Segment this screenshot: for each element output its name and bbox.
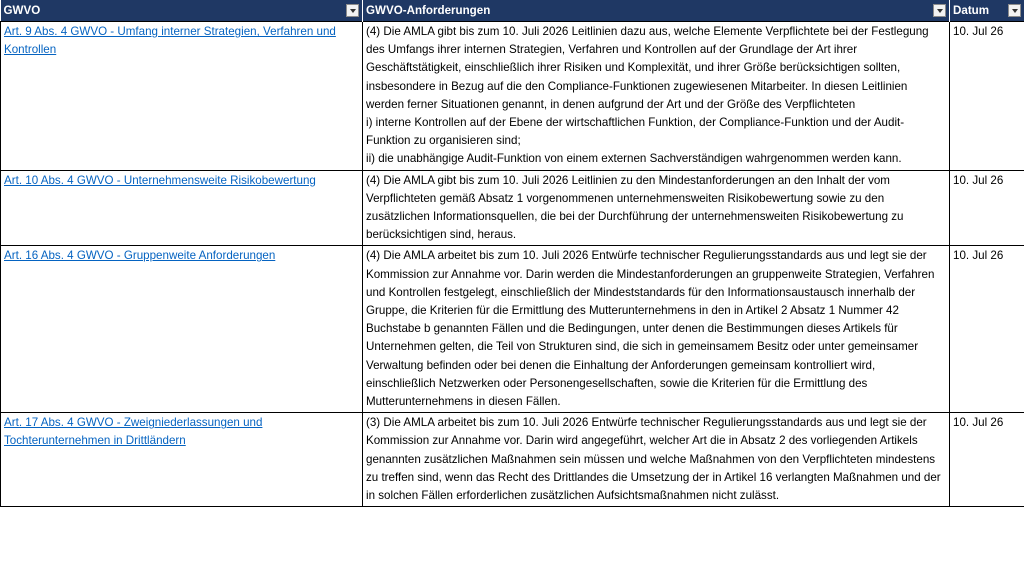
article-cell (1, 170, 363, 246)
column-header-anforderungen (363, 0, 950, 22)
filter-dropdown-icon[interactable] (346, 4, 359, 17)
article-cell (1, 22, 363, 171)
requirement-cell (363, 170, 950, 246)
column-header-datum (950, 0, 1024, 22)
table-row (1, 170, 1024, 246)
article-link[interactable]: Art. 16 Abs. 4 GWVO - Gruppenweite Anforderungen (4, 249, 276, 263)
article-cell (1, 413, 363, 507)
article-cell (1, 246, 363, 413)
requirement-text: (4) Die AMLA gibt bis zum 10. Juli 2026 Leitlinien dazu aus, welche Elemente Verpflichtete bei der Festlegung des Umfangs ihrer internen Strategien, Verfahren und Kontrollen auf der Grundlage der Art ihrer Geschäftstätigkeit, einschließlich ihrer Risiken und Komplexität, und ihrer Größe berücksichtigen sollten, insbesondere in Bezug auf die den Compliance-Funktionen zugewiesenen Mitarbeiter. In diesen Leitlinien werden ferner Situationen genannt, in denen aufgrund der Art und der Größe des Verpflichteten (366, 25, 929, 111)
header-row (1, 0, 1024, 22)
article-link[interactable]: Art. 10 Abs. 4 GWVO - Unternehmensweite Risikobewertung (4, 173, 316, 187)
table-row (1, 246, 1024, 413)
requirement-text: (4) Die AMLA gibt bis zum 10. Juli 2026 Leitlinien zu den Mindestanforderungen an den Inhalt der vom Verpflichteten gemäß Absatz 1 vorgenommenen unternehmensweiten Risikobewertung sowie zu den zusätzlichen Informationsquellen, die bei der Durchführung der unternehmensweiten Risikobewertung zu berücksichtigen sind, heraus. (366, 173, 904, 242)
table-body (1, 22, 1024, 507)
filter-dropdown-icon[interactable] (1008, 4, 1021, 17)
column-header-datum-label: Datum (953, 4, 990, 17)
requirement-text: (4) Die AMLA arbeitet bis zum 10. Juli 2026 Entwürfe technischer Regulierungsstandards aus und legt sie der Kommission zur Annahme vor. Darin werden die Mindestanforderungen an gruppenweite Strategien, Verfahren und Kontrollen festgelegt, einschließlich der Mindeststandards für den Informationsaustausch innerhalb der Gruppe, die Kriterien für die Ermittlung des Mutterunternehmens in den in Artikel 2 Absatz 1 Nummer 42 Buchstabe b genannten Fällen und die Bedingungen, unter denen die Bestimmungen dieses Artikels für Unternehmen gelten, die Teil von Strukturen sind, die sich in gemeinsamem Besitz oder unter gemeinsamer Verwaltung befinden oder bei denen die Einhaltung der Anforderungen gemeinsam kontrolliert wird, einschließlich Netzwerken oder Personengesellschaften, sowie die Kriterien für die Ermittlung des Mutterunternehmens in diesen Fällen. (366, 249, 935, 409)
requirement-cell (363, 22, 950, 171)
table-row (1, 22, 1024, 171)
table-row (1, 413, 1024, 507)
date-cell: 10. Jul 26 (950, 170, 1024, 246)
filter-dropdown-icon[interactable] (933, 4, 946, 17)
article-link[interactable]: Art. 9 Abs. 4 GWVO - Umfang interner Strategien, Verfahren und Kontrollen (4, 25, 336, 57)
column-header-anforderungen-label: GWVO-Anforderungen (366, 4, 491, 17)
column-header-gwvo-label: GWVO (3, 4, 41, 17)
requirement-text: ii) die unabhängige Audit-Funktion von einem externen Sachverständigen wahrgenommen werden kann. (366, 152, 902, 166)
date-cell: 10. Jul 26 (950, 246, 1024, 413)
date-cell: 10. Jul 26 (950, 22, 1024, 171)
requirement-text: (3) Die AMLA arbeitet bis zum 10. Juli 2026 Entwürfe technischer Regulierungsstandards aus und legt sie der Kommission zur Annahme vor. Darin wird angegeführt, welcher Art die in Absatz 2 des vorliegenden Artikels genannten zusätzlichen Maßnahmen sein müssen und welche Maßnahmen von den Verpflichteten mindestens zu treffen sind, wenn das Recht des Drittlandes die Umsetzung der in Artikel 16 verlangten Maßnahmen und der in solchen Fällen erforderlichen zusätzlichen Aufsichtsmaßnahmen nicht zulässt. (366, 416, 941, 503)
column-header-gwvo (1, 0, 363, 22)
requirement-text: i) interne Kontrollen auf der Ebene der wirtschaftlichen Funktion, der Compliance-Funktion und der Audit-Funktion zu organisieren sind; (366, 116, 905, 148)
requirement-cell (363, 413, 950, 507)
article-link[interactable]: Art. 17 Abs. 4 GWVO - Zweigniederlassungen und Tochterunternehmen in Drittländern (4, 416, 263, 448)
date-cell: 10. Jul 26 (950, 413, 1024, 507)
table-header (1, 0, 1024, 22)
requirement-cell (363, 246, 950, 413)
